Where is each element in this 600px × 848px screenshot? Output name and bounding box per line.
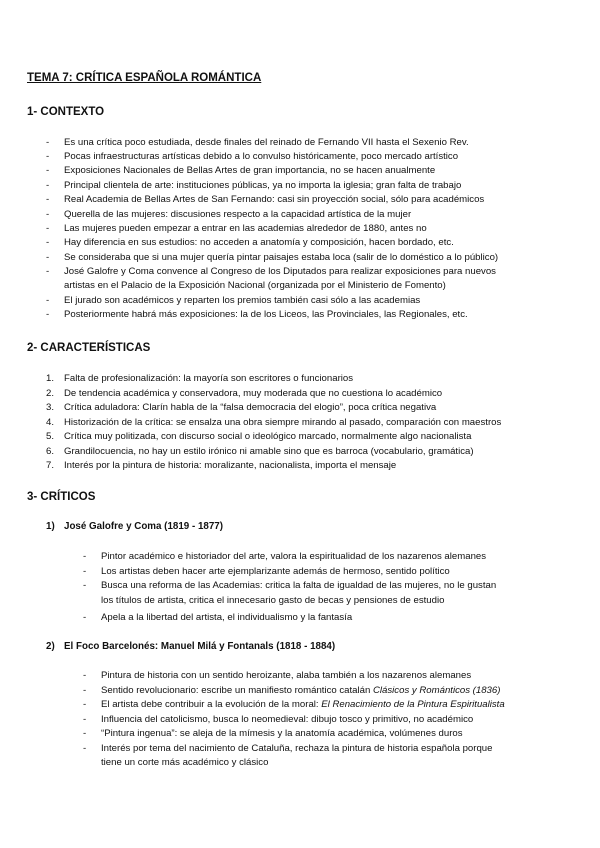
- list-number: 5.: [46, 431, 55, 442]
- critic-number: 1): [46, 521, 55, 532]
- bullet-marker: -: [46, 295, 50, 306]
- critic-heading: José Galofre y Coma (1819 - 1877): [64, 521, 224, 532]
- bullet-marker: -: [83, 728, 87, 739]
- list-item-text: Sentido revolucionario: escribe un manifiesto romántico catalán: [101, 685, 371, 696]
- bullet-marker: -: [46, 237, 50, 248]
- work-title-italic: Clásicos y Románticos (1836): [372, 685, 501, 696]
- bullet-marker: -: [83, 743, 87, 754]
- list-number: 1.: [46, 373, 55, 384]
- list-item: Se consideraba que si una mujer quería pintar paisajes estaba loca (salir de lo doméstico a lo público): [64, 252, 499, 263]
- bullet-marker: -: [46, 180, 50, 191]
- list-item: Crítica aduladora: Clarín habla de la “falsa democracia del elogio”, poca crítica negativa: [64, 402, 437, 413]
- list-item: Influencia del catolicismo, busca lo neomedieval: dibujo tosco y primitivo, no académico: [101, 714, 474, 725]
- bullet-marker: -: [83, 551, 87, 562]
- list-item: Interés por tema del nacimiento de Cataluña, rechaza la pintura de historia española porque: [101, 743, 493, 754]
- list-item: Interés por la pintura de historia: moralizante, nacionalista, importa el mensaje: [64, 460, 397, 471]
- list-item: [101, 699, 505, 711]
- list-item-continuation: los títulos de artista, critica el innecesario gasto de becas y pensiones de estudio: [101, 595, 445, 606]
- list-item: “Pintura ingenua”: se aleja de la mímesis y la anatomía académica, volúmenes duros: [101, 728, 463, 739]
- list-item: Querella de las mujeres: discusiones respecto a la capacidad artística de la mujer: [64, 209, 412, 220]
- list-item: Los artistas deben hacer arte ejemplarizante además de hermoso, sentido político: [101, 566, 450, 577]
- list-item: Grandilocuencia, no hay un estilo irónico ni amable sino que es barroca (vocabulario, gramática): [64, 446, 474, 457]
- list-item: Apela a la libertad del artista, el individualismo y la fantasía: [101, 612, 353, 623]
- list-item: Hay diferencia en sus estudios: no acceden a anatomía y composición, hacen bordado, etc.: [64, 237, 454, 248]
- document-title: TEMA 7: CRÍTICA ESPAÑOLA ROMÁNTICA: [27, 72, 262, 84]
- list-item: [101, 685, 500, 697]
- bullet-marker: -: [83, 685, 87, 696]
- list-item: Es una crítica poco estudiada, desde finales del reinado de Fernando VII hasta el Sexenio Rev.: [64, 137, 469, 148]
- list-item: El jurado son académicos y reparten los premios también casi sólo a las academias: [64, 295, 421, 306]
- list-item-continuation: artistas en el Palacio de la Exposición Nacional (organizada por el Ministerio de Fomento): [64, 280, 446, 291]
- bullet-marker: -: [46, 252, 50, 263]
- list-number: 6.: [46, 446, 55, 457]
- bullet-marker: -: [46, 165, 50, 176]
- list-item-text: El artista debe contribuir a la evolución de la moral:: [101, 699, 319, 710]
- list-item: Falta de profesionalización: la mayoría son escritores o funcionarios: [64, 373, 354, 384]
- work-title-italic: El Renacimiento de la Pintura Espiritualista: [321, 699, 505, 710]
- list-item-continuation: tiene un corte más académico y clásico: [101, 757, 269, 768]
- section-heading-caracteristicas: 2- CARACTERÍSTICAS: [27, 342, 151, 354]
- list-item: Pintor académico e historiador del arte, valora la espiritualidad de los nazarenos alemanes: [101, 551, 487, 562]
- bullet-marker: -: [46, 266, 50, 277]
- list-item: Principal clientela de arte: instituciones públicas, ya no importa la iglesia; gran falta de trabajo: [64, 180, 462, 191]
- list-item: José Galofre y Coma convence al Congreso de los Diputados para realizar exposiciones para nuevos: [64, 266, 496, 277]
- list-item: Busca una reforma de las Academias: critica la falta de igualdad de las mujeres, no le gustan: [101, 580, 497, 591]
- list-item: De tendencia académica y conservadora, muy moderada que no cuestiona lo académico: [64, 388, 443, 399]
- list-item: Historización de la crítica: se ensalza una obra siempre mirando al pasado, comparación con maestros: [64, 417, 502, 428]
- list-number: 4.: [46, 417, 55, 428]
- bullet-marker: -: [83, 670, 87, 681]
- list-item: Las mujeres pueden empezar a entrar en las academias alrededor de 1880, antes no: [64, 223, 427, 234]
- bullet-marker: -: [46, 137, 50, 148]
- list-item: Exposiciones Nacionales de Bellas Artes de gran importancia, no se hacen anualmente: [64, 165, 436, 176]
- section-heading-criticos: 3- CRÍTICOS: [27, 491, 96, 503]
- bullet-marker: -: [46, 309, 50, 320]
- bullet-marker: -: [83, 612, 87, 623]
- bullet-marker: -: [83, 566, 87, 577]
- bullet-marker: -: [83, 580, 87, 591]
- bullet-marker: -: [46, 209, 50, 220]
- list-number: 2.: [46, 388, 55, 399]
- list-number: 7.: [46, 460, 55, 471]
- bullet-marker: -: [46, 151, 50, 162]
- critic-number: 2): [46, 641, 55, 652]
- list-item: Posteriormente habrá más exposiciones: la de los Liceos, las Provinciales, las Regionales, etc.: [64, 309, 468, 320]
- critic-heading: El Foco Barcelonés: Manuel Milá y Fontanals (1818 - 1884): [64, 641, 336, 652]
- list-number: 3.: [46, 402, 55, 413]
- bullet-marker: -: [46, 223, 50, 234]
- section-heading-contexto: 1- CONTEXTO: [27, 106, 105, 118]
- list-item: Real Academia de Bellas Artes de San Fernando: casi sin proyección social, sólo para académicos: [64, 194, 485, 205]
- bullet-marker: -: [83, 714, 87, 725]
- list-item: Pocas infraestructuras artísticas debido a lo convulso históricamente, poco mercado artístico: [64, 151, 459, 162]
- bullet-marker: -: [83, 699, 87, 710]
- list-item: Pintura de historia con un sentido heroizante, alaba también a los nazarenos alemanes: [101, 670, 472, 681]
- list-item: Crítica muy politizada, con discurso social o ideológico marcado, normalmente algo nacionalista: [64, 431, 472, 442]
- bullet-marker: -: [46, 194, 50, 205]
